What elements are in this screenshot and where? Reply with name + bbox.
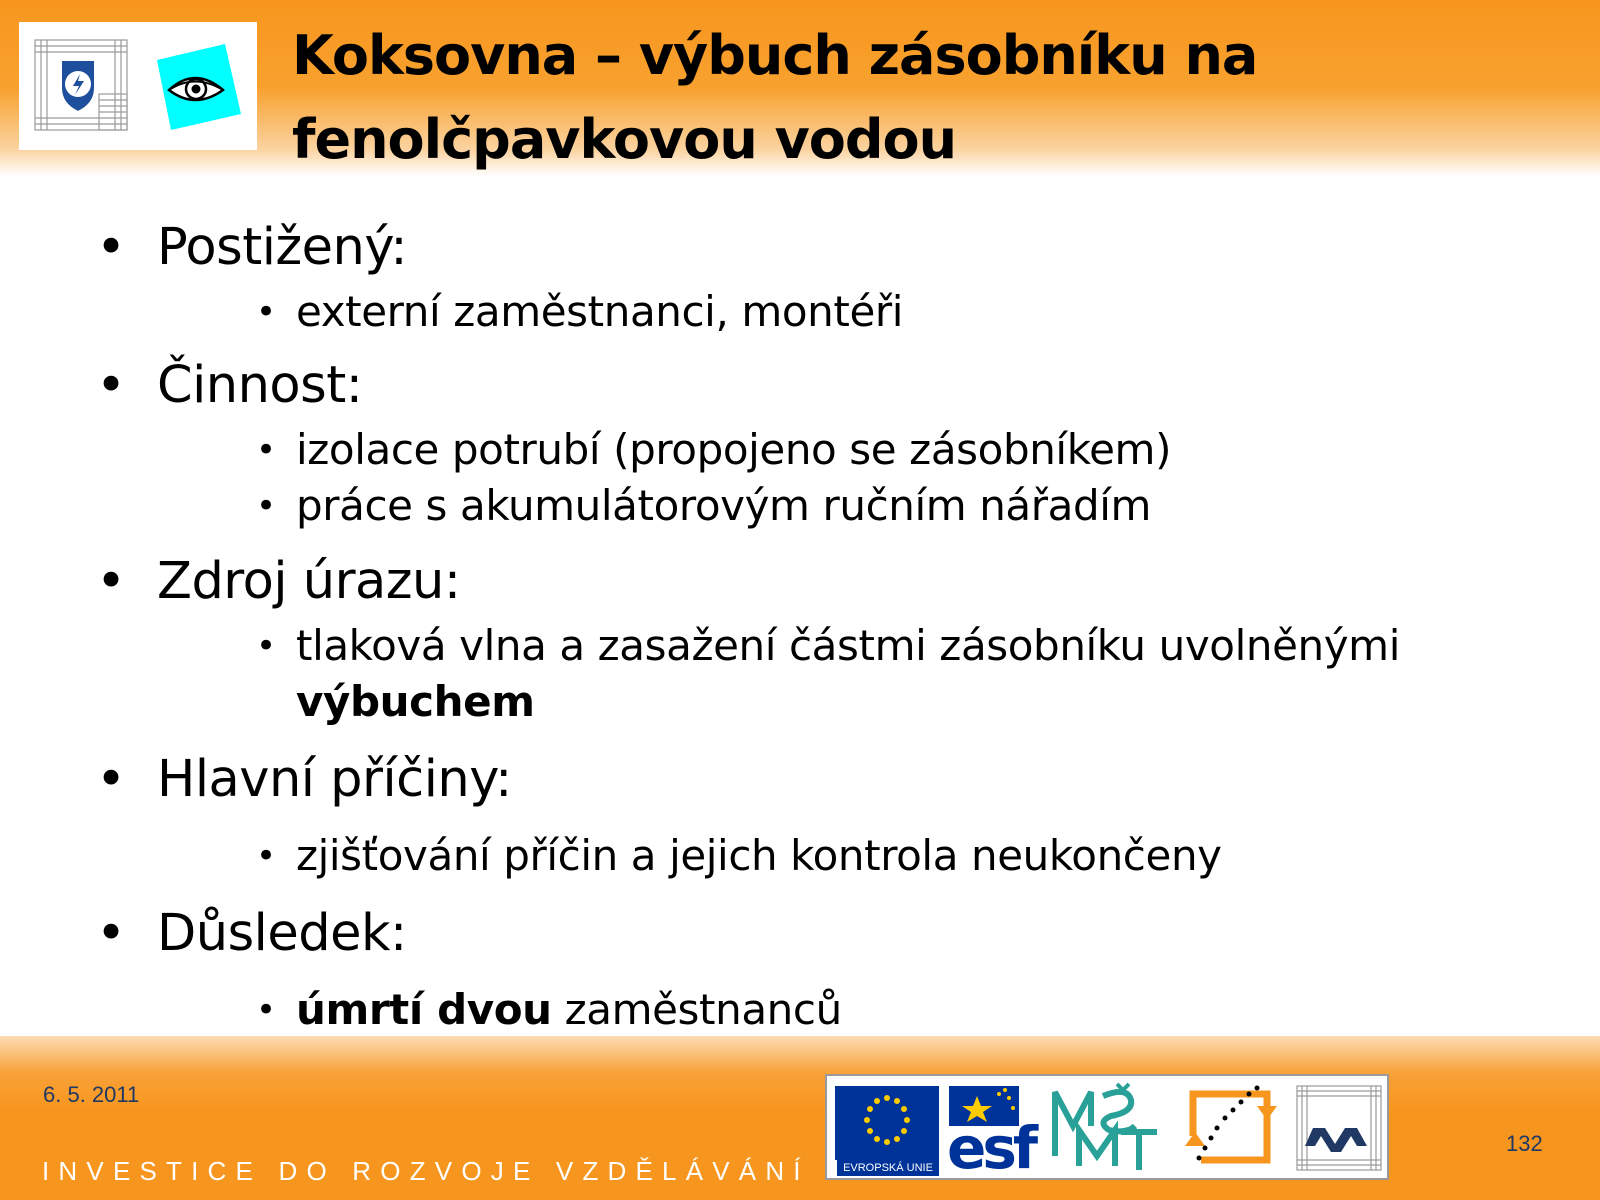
partner-logos-strip	[825, 1074, 1389, 1180]
bullet: •	[96, 356, 126, 415]
university-shield-logo-icon	[33, 38, 129, 132]
bold-text: úmrtí dvou	[296, 985, 552, 1034]
msmt-logo-icon	[1055, 1084, 1157, 1170]
university-logo-icon	[1297, 1086, 1381, 1170]
header-logo-panel	[19, 22, 257, 150]
bullet: •	[96, 750, 126, 809]
bullet: •	[256, 836, 276, 876]
bullet: •	[256, 990, 276, 1030]
bold-text: výbuchem	[296, 677, 535, 726]
bullet: •	[96, 904, 126, 963]
footer-tagline: INVESTICE DO ROZVOJE VZDĚLÁVÁNÍ	[42, 1156, 810, 1186]
slide-title-line1: Koksovna – výbuch zásobníku na	[292, 24, 1258, 87]
op-vk-logo-icon	[1185, 1086, 1283, 1165]
bullet: •	[256, 430, 276, 470]
esf-logo-icon	[947, 1086, 1039, 1178]
svg-text:esf: esf	[947, 1114, 1035, 1178]
eu-caption: EVROPSKÁ UNIE	[837, 1160, 939, 1176]
slide-title-line2: fenolčpavkovou vodou	[292, 108, 957, 171]
bullet: •	[256, 486, 276, 526]
slide-date: 6. 5. 2011	[43, 1082, 140, 1107]
bullet: •	[96, 218, 126, 277]
bullet: •	[256, 292, 276, 332]
eye-safety-logo-icon	[147, 40, 243, 136]
eu-flag-logo-icon	[835, 1086, 939, 1160]
slide-title	[292, 14, 1552, 182]
bullet: •	[256, 626, 276, 666]
bullet: •	[96, 552, 126, 611]
page-number: 132	[1506, 1131, 1543, 1156]
